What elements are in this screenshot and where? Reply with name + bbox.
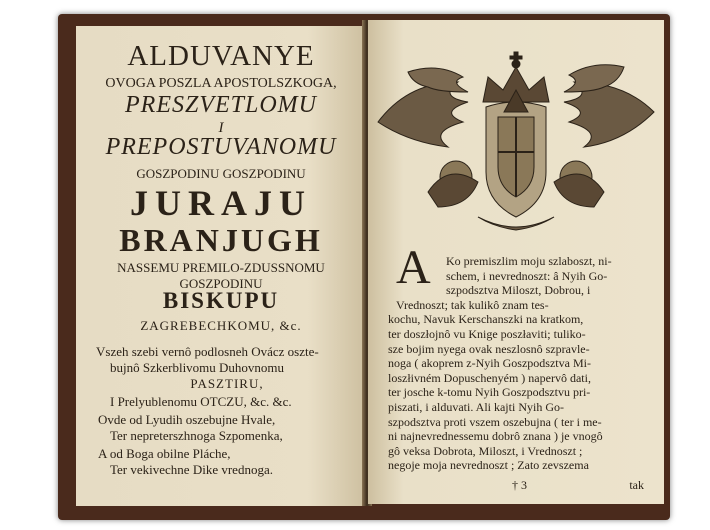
text-line: ni najnevrednessemu dobrô znana ) je vnogô [388, 429, 603, 444]
text-line: Vrednoszt; tak kulikô znam tes- [396, 297, 549, 312]
text-line: szpodsztva Miloszt, Dobrou, i [446, 283, 591, 298]
title-line-7: JURAJU [130, 183, 312, 223]
dedication-line: Vszeh szebi vernô podlosneh Ovácz oszte- [96, 344, 319, 359]
dedication-line: Ter vekivechne Dike vrednoga. [110, 462, 273, 477]
dedication-line: Ovde od Lyudih oszebujne Hvale, [98, 412, 276, 427]
left-page [76, 26, 366, 506]
title-alduvanye: ALDUVANYE [127, 40, 315, 72]
right-page [368, 20, 664, 504]
catchword: tak [629, 478, 644, 492]
title-line-3: PRESZVETLOMU [125, 92, 317, 118]
text-line: noga ( akoprem z-Nyih Goszpodsztva Mi- [388, 356, 591, 371]
title-line-12: ZAGREBECHKOMU, &c. [140, 318, 302, 333]
drop-cap: A [396, 241, 431, 294]
dedication-line: Ter nepreterszhnoga Szpomenka, [110, 428, 283, 443]
signature-mark: † 3 [512, 478, 527, 492]
text-line: ter josche k-tomu Nyih Goszpodsztvu pri- [388, 385, 591, 400]
text-line: Ko premiszlim moju szlaboszt, ni- [446, 254, 612, 268]
text-line: loszłivném Dopuschenyém ) napervô dati, [388, 370, 591, 385]
dedication-line: I Prelyublenomu OTCZU, &c. &c. [110, 394, 292, 409]
title-line-6: GOSZPODINU GOSZPODINU [136, 166, 306, 181]
text-line: piszati, i alduvati. Ali kajti Nyih Go- [388, 400, 564, 414]
title-line-10: GOSZPODINU [179, 276, 263, 291]
text-line: negoje moja nevrednoszt ; Zato zevszema [388, 458, 589, 473]
coat-of-arms-icon [368, 42, 664, 242]
title-line-2: OVOGA POSZLA APOSTOLSZKOGA, [105, 76, 337, 91]
title-line-11: BISKUPU [162, 288, 280, 313]
text-line: kochu, Navuk Kerschanszki na kratkom, [388, 312, 584, 327]
text-line: szpodsztva proti vszem oszebujna ( ter i me- [388, 414, 602, 429]
title-line-9: NASSEMU PREMILO-ZDUSSNOMU [117, 260, 325, 275]
text-line: sze bojim nyega ovak neszlosnô szpravle- [388, 341, 590, 356]
dedication-line: PASZTIRU, [190, 376, 264, 391]
title-line-4: I [218, 120, 224, 136]
title-line-5: PREPOSTUVANOMU [105, 134, 337, 160]
text-line: schem, i nevrednoszt: â Nyih Go- [446, 268, 608, 283]
dedication-line: A od Boga obilne Pláche, [98, 446, 231, 461]
text-line: gô veksa Dobrota, Miloszt, i Vrednoszt ; [388, 443, 583, 458]
title-line-8: BRANJUGH [119, 222, 323, 258]
text-line: ter doszłojnô vu Knige poszłaviti; tuliko- [388, 327, 586, 341]
dedication-line: bujnô Szkerblivomu Duhovnomu [110, 360, 285, 375]
